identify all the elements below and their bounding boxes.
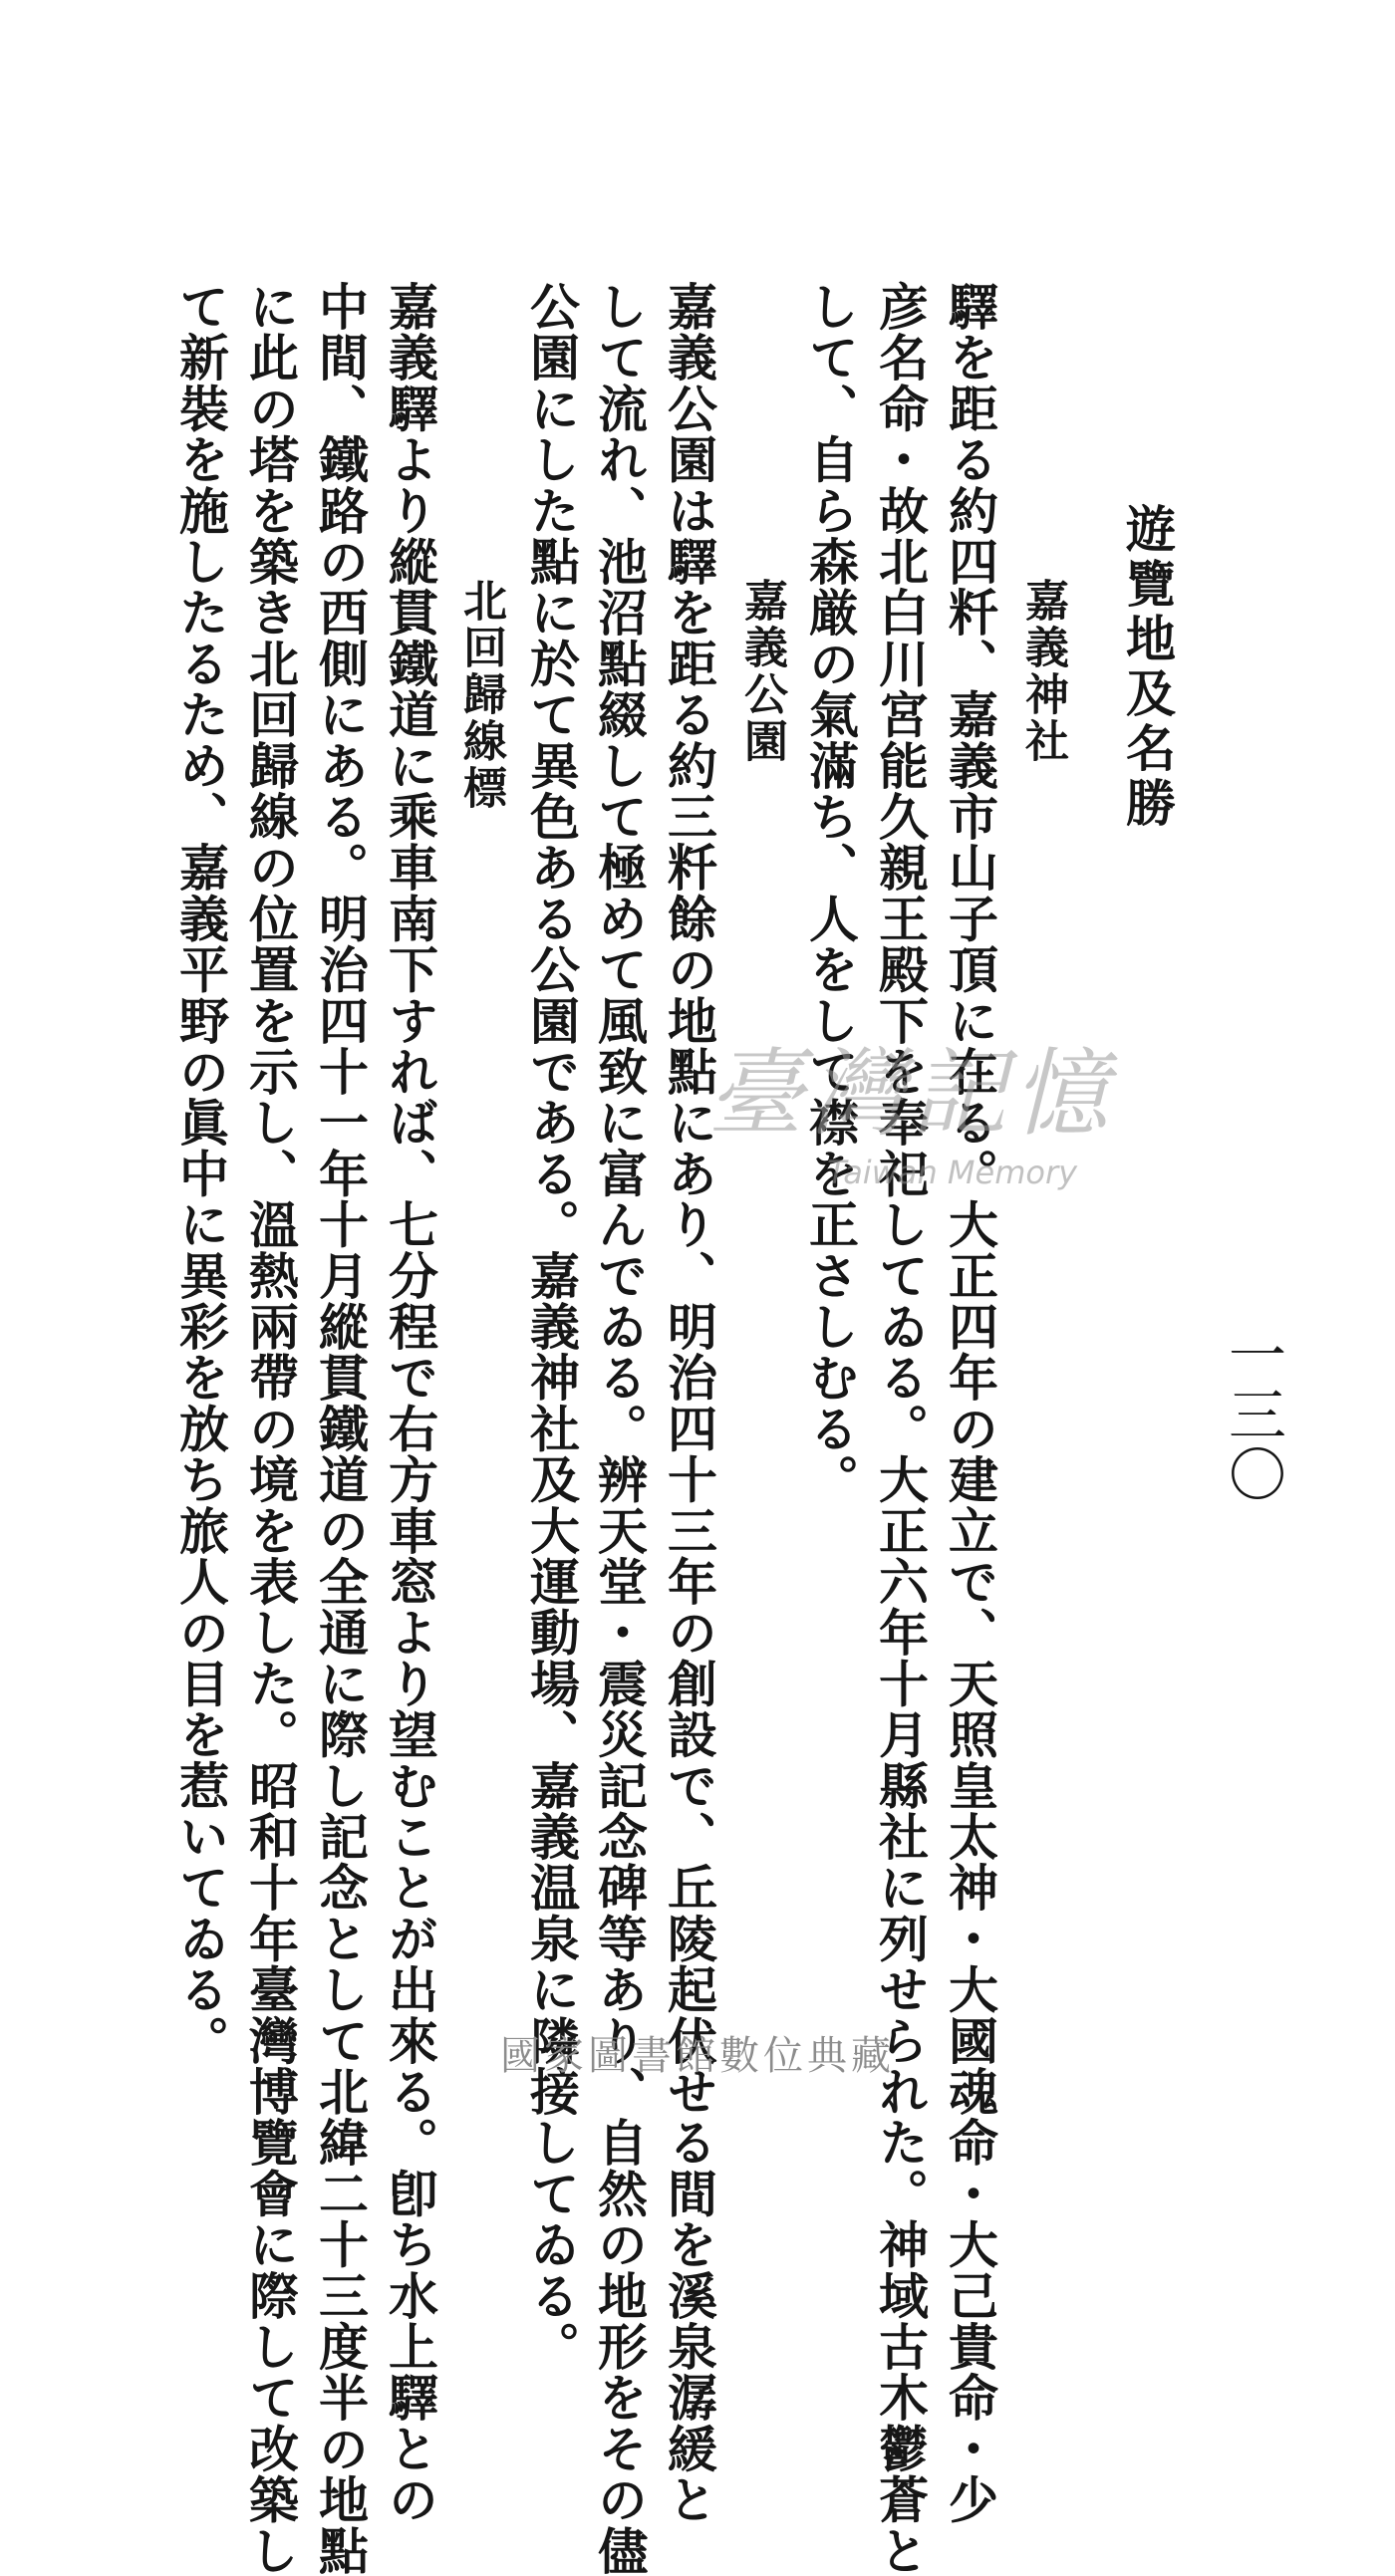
section-heading: 嘉義神社 bbox=[1017, 578, 1068, 765]
body-line: に此の塔を築き北回歸線の位置を示し、溫熱兩帶の境を表した。昭和十年臺灣博覽會に際して改築し bbox=[241, 281, 300, 2576]
body-line: て新裝を施したるため、嘉義平野の眞中に異彩を放ち旅人の目を惹いてゐる。 bbox=[171, 281, 230, 2066]
page-number: 一三〇 bbox=[1219, 1325, 1286, 1504]
footer-credit: 國家圖書館數位典藏 bbox=[500, 2033, 895, 2079]
section-heading: 北回歸線標 bbox=[455, 578, 506, 812]
watermark-text: 臺灣記憶 bbox=[707, 1038, 1114, 1150]
body-line: 彦名命・故北白川宮能久親王殿下を奉祀してゐる。大正六年十月縣社に列せられた。神域古木鬱蒼と bbox=[871, 281, 930, 2576]
body-line: して、自ら森厳の氣滿ち、人をして襟を正さしむる。 bbox=[801, 281, 860, 1505]
running-head: 遊覽地及名勝 bbox=[1118, 503, 1176, 832]
body-line: 中間、鐵路の西側にある。明治四十一年十月縱貫鐵道の全通に際し記念として北緯二十三度半の地點 bbox=[311, 281, 370, 2576]
body-line: して流れ、池沼點綴して極めて風致に富んでゐる。辨天堂・震災記念碑等あり、自然の地形をその儘 bbox=[590, 281, 649, 2576]
section-heading: 嘉義公園 bbox=[736, 578, 787, 765]
watermark-logo bbox=[707, 1038, 1166, 1205]
body-line: 驛を距る約四粁、嘉義市山子頂に在る。大正四年の建立で、天照皇太神・大國魂命・大己貴命・少 bbox=[941, 281, 999, 2525]
body-line: 嘉義公園は驛を距る約三粁餘の地點にあり、明治四十三年の創設で、丘陵起伏せる間を溪泉潺緩と bbox=[660, 281, 718, 2525]
body-line: 公園にした點に於て異色ある公園である。嘉義神社及大運動場、嘉義温泉に隣接してゐる。 bbox=[522, 281, 581, 2373]
body-line: 嘉義驛より縱貫鐵道に乘車南下すれば、七分程で右方車窓より望むことが出來る。卽ち水上驛との bbox=[381, 281, 439, 2525]
watermark-latin: Taiwan Memory bbox=[827, 1154, 1078, 1191]
